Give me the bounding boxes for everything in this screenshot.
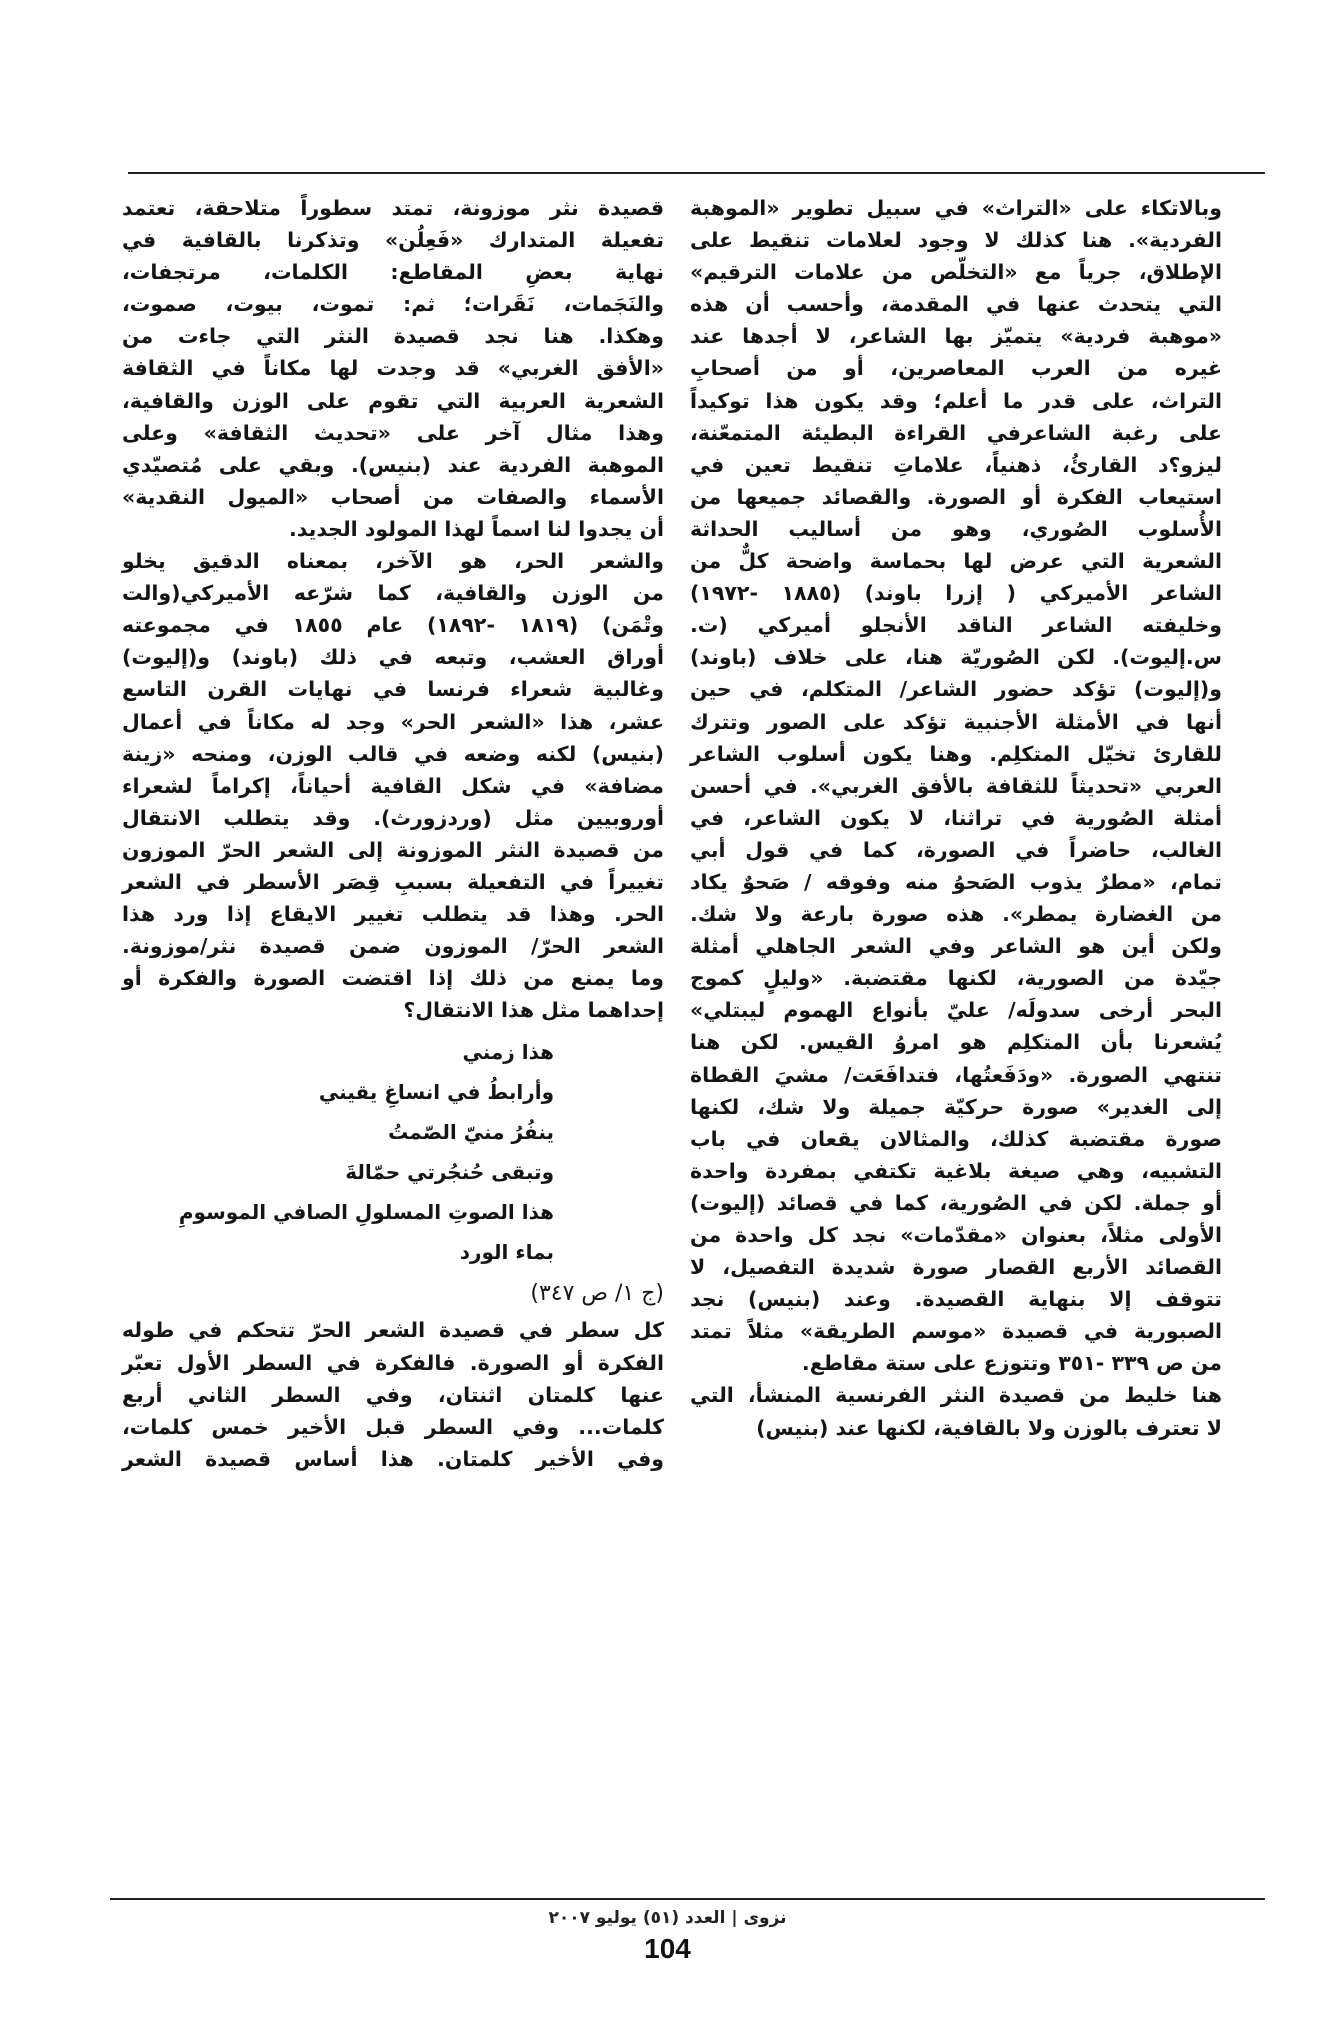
page-number: 104 [644,1933,691,1964]
text-line: الموهبة الفردية عند (بنيس). وبقي على مُتصيّدي [122,452,664,477]
text-line: التراث، على قدر ما أعلم؛ وقد يكون هذا توكيداً [690,388,1222,413]
text-line: من ص ٣٣٩ -٣٥١ وتتوزع على ستة مقاطع. [801,1351,1222,1376]
text-line: الأولى مثلاً، بعنوان «مقدّمات» نجد كل واحدة من [690,1223,1222,1247]
text-line: (بنيس) لكنه وضعه في قالب الوزن، ومنحه «زينة [122,741,664,766]
poem-verse: وأرابطُ في انساغِ يقيني [318,1080,554,1105]
text-line: وما يمنع من ذلك إذا اقتضت الصورة والفكرة أو [122,966,664,991]
bottom-rule [110,1898,1265,1900]
text-line: يُشعرنا بأن المتكلِم هو امروُ القيس. لكن هنا [690,1030,1222,1055]
poem-verse: هذا زمني [462,1040,554,1065]
text-line: هنا خليط من قصيدة النثر الفرنسية المنشأ، التي [690,1383,1222,1408]
text-line: استيعاب الفكرة أو الصورة. والقصائد جميعها من [690,484,1222,509]
text-line: «الأفق الغربي» قد وجدت لها مكاناً في الثقافة [122,356,664,381]
poem-citation: (ج ١/ ص ٣٤٧) [530,1281,664,1307]
text-line: لا تعترف بالوزن ولا بالقافية، لكنها عند (بنيس) [756,1415,1222,1440]
text-line: صورة مقتضبة كذلك، والمثالان يقعان في باب [690,1126,1222,1151]
text-line: من الوزن والقافية، كما شرّعه الأميركي(والت [122,581,664,606]
text-line: الفكرة أو الصورة. فالفكرة في السطر الأول تعبّر [122,1350,664,1375]
poem-verse: ينفُرُ منيّ الصّمتُ [388,1120,554,1145]
text-line: والشعر الحر، هو الآخر، بمعناه الدقيق يخلو [122,549,664,574]
text-line: أنها في الأمثلة الأجنبية تؤكد على الصور وتترك [690,709,1222,734]
page-footer [0,1906,1335,1966]
text-line: إلى الغدير» صورة حركيّة جميلة ولا شك، لكنها [690,1094,1222,1119]
text-line: الأسماء والصفات من أصحاب «الميول النقدية» [122,484,664,509]
text-line: تفعيلة المتدارك «فَعِلُن» وتذكرنا بالقافية في [122,228,664,253]
text-line: وبالاتكاء على «التراث» في سبيل تطوير «الموهبة [690,196,1222,220]
text-line: العربي «تحديثاً للثقافة بالأفق الغربي». في أحسن [690,773,1222,798]
text-line: كلمات... وفي السطر قبل الأخير خمس كلمات، [122,1414,664,1439]
text-line: من الغضارة يمطر». هذه صورة بارعة ولا شك. [690,902,1222,927]
text-line: تمام، «مطرٌ يذوب الصَحوُ منه وفوقه / صَحوٌ يكاد [690,869,1222,894]
text-line: من قصيدة النثر الموزونة إلى الشعر الحرّ الموزون [122,837,664,862]
text-line: الغالب، حاضراً في الصورة، كما في قول أبي [690,837,1222,862]
text-line: عشر، هذا «الشعر الحر» وجد له مكاناً في أعمال [122,709,664,734]
text-line: عنها كلمتان اثنتان، وفي السطر الثاني أربع [122,1382,664,1407]
text-line: مضافة» في شكل القافية أحياناً، إكراماً لشعراء [122,773,664,798]
text-line: التشبيه، وهي صيغة بلاغية تكتفي بمفردة واحدة [690,1158,1222,1183]
text-line: أن يجدوا لنا اسماً لهذا المولود الجديد. [289,516,664,541]
text-line: أوروبيين مثل (وردزورث). وقد يتطلب الانتقال [122,805,664,830]
text-line: ليزو؟د القارئُ، ذهنياً، علاماتِ تنقيط تعين في [690,452,1222,477]
text-line: البحر أرخى سدولَه/ عليّ بأنواع الهموم ليبتلي» [690,998,1222,1023]
text-line: كل سطر في قصيدة الشعر الحرّ تتحكم في طوله [122,1318,664,1343]
right-column [690,192,1222,1444]
text-line: و(إليوت) تؤكد حضور الشاعر/ المتكلم، في حين [690,677,1222,702]
poem-quote [122,1032,554,1272]
text-line: التي يتحدث عنها في المقدمة، وأحسب أن هذه [690,292,1222,317]
text-line: على رغبة الشاعرفي القراءة البطيئة المتمعّنة، [690,420,1222,445]
text-line: تتوقف إلا بنهاية القصيدة. وعند (بنيس) نجد [690,1287,1222,1312]
text-line: وهذا مثال آخر على «تحديث الثقافة» وعلى [122,420,664,445]
text-line: والنَجَمات، نَقَرات؛ ثم: تموت، بيوت، صموت، [122,292,664,317]
text-line: أمثلة الصُورية في تراثنا، لا يكون الشاعر، في [690,805,1222,830]
text-line: وتْمَن) (١٨١٩ -١٨٩٢) عام ١٨٥٥ في مجموعته [122,613,664,638]
text-line: وهكذا. هنا نجد قصيدة النثر التي جاءت من [122,324,664,349]
text-line: غيره من العرب المعاصرين، أو من أصحابِ [690,356,1222,381]
top-rule [128,172,1265,174]
text-line: الإطلاق، جرياً مع «التخلّص من علامات الترقيم» [690,260,1222,285]
text-line: الشعر الحرّ/ الموزون ضمن قصيدة نثر/موزونة. [122,934,664,959]
text-line: وخليفته الشاعر الناقد الأنجلو أميركي (ت. [690,613,1222,638]
poem-verse: وتبقى حُنجُرتي حمّالةَ [345,1160,554,1185]
text-line: أو جملة. لكن في الصُورية، كما في قصائد (إليوت) [690,1190,1222,1215]
text-line: أوراق العشب، وتبعه في ذلك (باوند) و(إليوت) [122,645,664,670]
text-line: «موهبة فردية» يتميّز بها الشاعر، لا أجدها عند [690,324,1222,349]
text-line: الشاعر الأميركي ( إزرا باوند) (١٨٨٥ -١٩٧٢) [690,581,1222,606]
poem-verse: بماء الورد [459,1240,554,1265]
text-line: إحداهما مثل هذا الانتقال؟ [403,998,664,1023]
left-column [122,192,664,1475]
text-line: وفي الأخير كلمتان. هذا أساس قصيدة الشعر [122,1446,664,1471]
poem-verse: هذا الصوتِ المسلولِ الصافي الموسومِ [178,1200,554,1225]
text-line: وغالبية شعراء فرنسا في نهايات القرن التاسع [122,677,664,702]
text-line: جيّدة من الصورية، لكنها مقتضبة. «وليلٍ كموج [690,966,1222,991]
text-line: س.إليوت). لكن الصُوريّة هنا، على خلاف (باوند) [690,645,1222,670]
left-prose-after-poem [122,1314,664,1474]
text-line: قصيدة نثر موزونة، تمتد سطوراً متلاحقة، تعتمد [122,196,664,220]
text-line: تنتهي الصورة. «ودَفَعتُها، فتدافَعَت/ مشيَ القطاة [690,1062,1222,1087]
issue-line: نزوى | العدد (٥١) يوليو ٢٠٠٧ [548,1908,787,1928]
text-line: الصبورية في قصيدة «موسم الطريقة» مثلاً تمتد [690,1319,1222,1344]
text-line: نهاية بعضِ المقاطع: الكلمات، مرتجفات، [122,260,664,285]
text-line: الشعرية التي عرض لها بحماسة واضحة كلٌّ من [690,549,1222,574]
text-line: الحر. وهذا قد يتطلب تغيير الايقاع إذا ورد هذا [122,902,664,927]
text-line: للقارئ تخيّل المتكلِم. وهنا يكون أسلوب الشاعر [690,741,1222,766]
left-prose-before-poem [122,192,664,1026]
text-line: القصائد الأربع القصار صورة شديدة التفصيل، لا [690,1255,1222,1280]
text-line: الشعرية العربية التي تقوم على الوزن والقافية، [122,388,664,413]
text-line: تغييراً في التفعيلة بسببِ قِصَر الأسطر في الشعر [122,869,664,894]
text-line: ولكن أين هو الشاعر وفي الشعر الجاهلي أمثلة [690,934,1222,959]
text-line: الأُسلوب الصُوري، وهو من أساليب الحداثة [690,516,1222,541]
text-line: الفردية». هنا كذلك لا وجود لعلامات تنقيط على [690,228,1222,253]
